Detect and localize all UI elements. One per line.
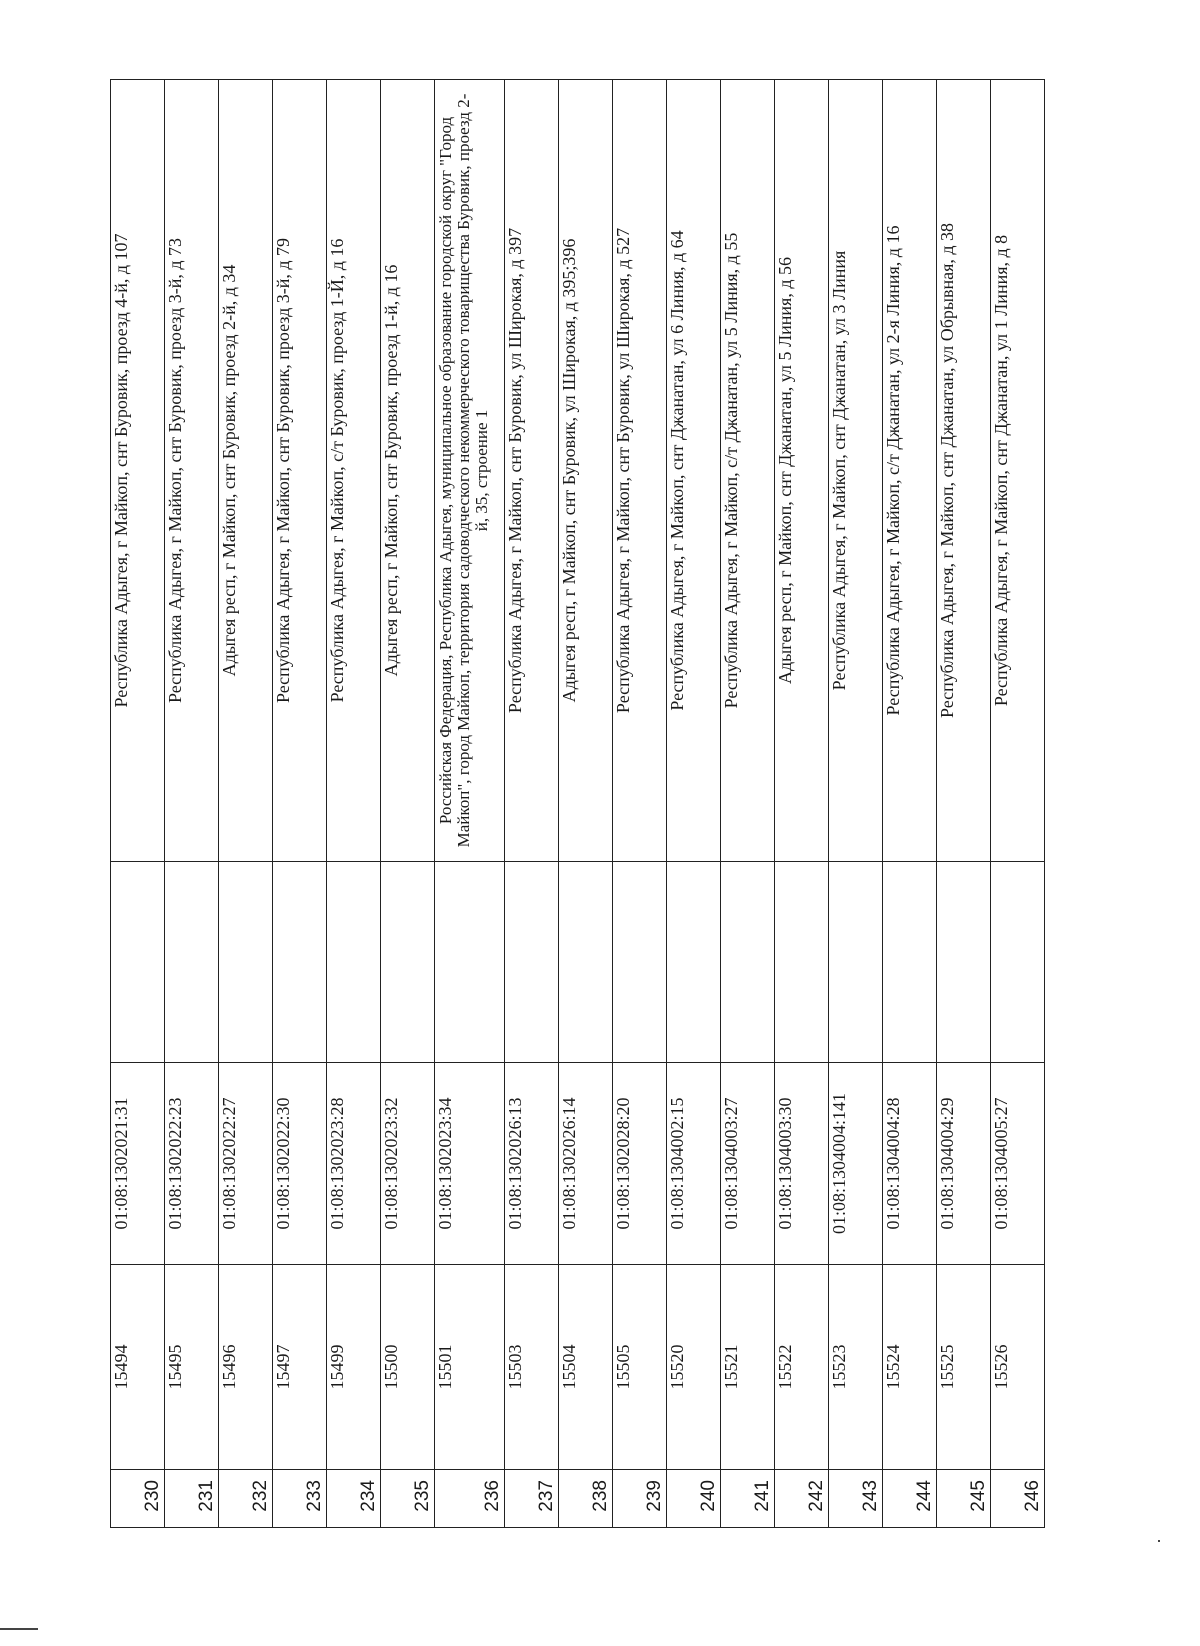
table-row: [435, 80, 505, 1528]
address: Российская Федерация, Республика Адыгея, муниципальное образование городской округ "Город Майкоп", город Майкоп, территория садоводческого некоммерческого товарищества Буровик, проезд 2-й, 35, строение 1: [435, 80, 505, 862]
address: Адыгея респ, г Майкоп, снт Джанатан, ул 5 Линия, д 56: [775, 80, 829, 862]
blank-cell: [991, 862, 1045, 1063]
address: Республика Адыгея, г Майкоп, снт Джанатан, ул 3 Линия: [829, 80, 883, 862]
object-id: 15521: [721, 1265, 775, 1470]
address: Республика Адыгея, г Майкоп, снт Буровик, проезд 3-й, д 73: [165, 80, 219, 862]
blank-cell: [327, 862, 381, 1063]
address: Республика Адыгея, г Майкоп, снт Джанатан, ул Обрывная, д 38: [937, 80, 991, 862]
blank-cell: [165, 862, 219, 1063]
address: Республика Адыгея, г Майкоп, с/т Буровик, проезд 1-Й, д 16: [327, 80, 381, 862]
blank-cell: [667, 862, 721, 1063]
address: Республика Адыгея, г Майкоп, с/т Джанатан, ул 2-я Линия, д 16: [883, 80, 937, 862]
table-row: [165, 80, 219, 1528]
cadastral-number: 01:08:1304004:29: [937, 1063, 991, 1265]
cadastral-number: 01:08:1302028:20: [613, 1063, 667, 1265]
blank-cell: [613, 862, 667, 1063]
table-row: [219, 80, 273, 1528]
address: Республика Адыгея, г Майкоп, снт Джанатан, ул 1 Линия, д 8: [991, 80, 1045, 862]
row-number: 241: [721, 1470, 775, 1528]
blank-cell: [111, 862, 165, 1063]
cadastral-number: 01:08:1302023:34: [435, 1063, 505, 1265]
blank-cell: [559, 862, 613, 1063]
table-row: [327, 80, 381, 1528]
address: Республика Адыгея, г Майкоп, с/т Джанатан, ул 5 Линия, д 55: [721, 80, 775, 862]
table-row: [775, 80, 829, 1528]
blank-cell: [273, 862, 327, 1063]
object-id: 15505: [613, 1265, 667, 1470]
object-id: 15522: [775, 1265, 829, 1470]
blank-cell: [829, 862, 883, 1063]
address: Республика Адыгея, г Майкоп, снт Буровик, ул Широкая, д 527: [613, 80, 667, 862]
scan-speck: [1158, 1540, 1160, 1542]
row-number: 242: [775, 1470, 829, 1528]
cadastral-number: 01:08:1302026:13: [505, 1063, 559, 1265]
address: Адыгея респ, г Майкоп, снт Буровик, проезд 2-й, д 34: [219, 80, 273, 862]
row-number: 245: [937, 1470, 991, 1528]
object-id: 15503: [505, 1265, 559, 1470]
cadastral-number: 01:08:1304004:141: [829, 1063, 883, 1265]
blank-cell: [219, 862, 273, 1063]
blank-cell: [381, 862, 435, 1063]
row-number: 237: [505, 1470, 559, 1528]
blank-cell: [883, 862, 937, 1063]
address: Адыгея респ, г Майкоп, снт Буровик, проезд 1-й, д 16: [381, 80, 435, 862]
table-rotated-container: [110, 80, 1044, 1528]
table-row: [829, 80, 883, 1528]
object-id: 15497: [273, 1265, 327, 1470]
table-row: [613, 80, 667, 1528]
object-id: 15494: [111, 1265, 165, 1470]
cadastral-number: 01:08:1304004:28: [883, 1063, 937, 1265]
row-number: 231: [165, 1470, 219, 1528]
object-id: 15526: [991, 1265, 1045, 1470]
scan-edge-mark: [0, 1628, 38, 1630]
row-number: 244: [883, 1470, 937, 1528]
object-id: 15525: [937, 1265, 991, 1470]
object-id: 15524: [883, 1265, 937, 1470]
object-id: 15520: [667, 1265, 721, 1470]
address: Республика Адыгея, г Майкоп, снт Буровик, проезд 4-й, д 107: [111, 80, 165, 862]
row-number: 236: [435, 1470, 505, 1528]
row-number: 233: [273, 1470, 327, 1528]
row-number: 235: [381, 1470, 435, 1528]
blank-cell: [937, 862, 991, 1063]
cadastral-number: 01:08:1304003:27: [721, 1063, 775, 1265]
cadastral-number: 01:08:1302021:31: [111, 1063, 165, 1265]
row-number: 246: [991, 1470, 1045, 1528]
cadastral-number: 01:08:1302023:32: [381, 1063, 435, 1265]
cadastral-number: 01:08:1304005:27: [991, 1063, 1045, 1265]
object-id: 15496: [219, 1265, 273, 1470]
row-number: 239: [613, 1470, 667, 1528]
object-id: 15501: [435, 1265, 505, 1470]
table-row: [667, 80, 721, 1528]
object-id: 15504: [559, 1265, 613, 1470]
blank-cell: [505, 862, 559, 1063]
cadastral-number: 01:08:1302022:30: [273, 1063, 327, 1265]
row-number: 240: [667, 1470, 721, 1528]
address: Республика Адыгея, г Майкоп, снт Буровик, ул Широкая, д 397: [505, 80, 559, 862]
row-number: 232: [219, 1470, 273, 1528]
address: Адыгея респ, г Майкоп, снт Буровик, ул Широкая, д 395;396: [559, 80, 613, 862]
object-id: 15523: [829, 1265, 883, 1470]
row-number: 234: [327, 1470, 381, 1528]
object-id: 15500: [381, 1265, 435, 1470]
object-id: 15499: [327, 1265, 381, 1470]
table-row: [991, 80, 1045, 1528]
table-row: [505, 80, 559, 1528]
blank-cell: [775, 862, 829, 1063]
table-row: [273, 80, 327, 1528]
registry-table-body: [111, 80, 1045, 1528]
address: Республика Адыгея, г Майкоп, снт Буровик, проезд 3-й, д 79: [273, 80, 327, 862]
table-row: [111, 80, 165, 1528]
address: Республика Адыгея, г Майкоп, снт Джанатан, ул 6 Линия, д 64: [667, 80, 721, 862]
row-number: 243: [829, 1470, 883, 1528]
cadastral-number: 01:08:1304003:30: [775, 1063, 829, 1265]
cadastral-number: 01:08:1302022:23: [165, 1063, 219, 1265]
cadastral-number: 01:08:1302026:14: [559, 1063, 613, 1265]
row-number: 238: [559, 1470, 613, 1528]
cadastral-number: 01:08:1302023:28: [327, 1063, 381, 1265]
blank-cell: [435, 862, 505, 1063]
cadastral-number: 01:08:1304002:15: [667, 1063, 721, 1265]
table-row: [721, 80, 775, 1528]
table-row: [381, 80, 435, 1528]
object-id: 15495: [165, 1265, 219, 1470]
registry-table: [110, 79, 1045, 1528]
table-row: [937, 80, 991, 1528]
blank-cell: [721, 862, 775, 1063]
table-row: [883, 80, 937, 1528]
row-number: 230: [111, 1470, 165, 1528]
table-row: [559, 80, 613, 1528]
cadastral-number: 01:08:1302022:27: [219, 1063, 273, 1265]
